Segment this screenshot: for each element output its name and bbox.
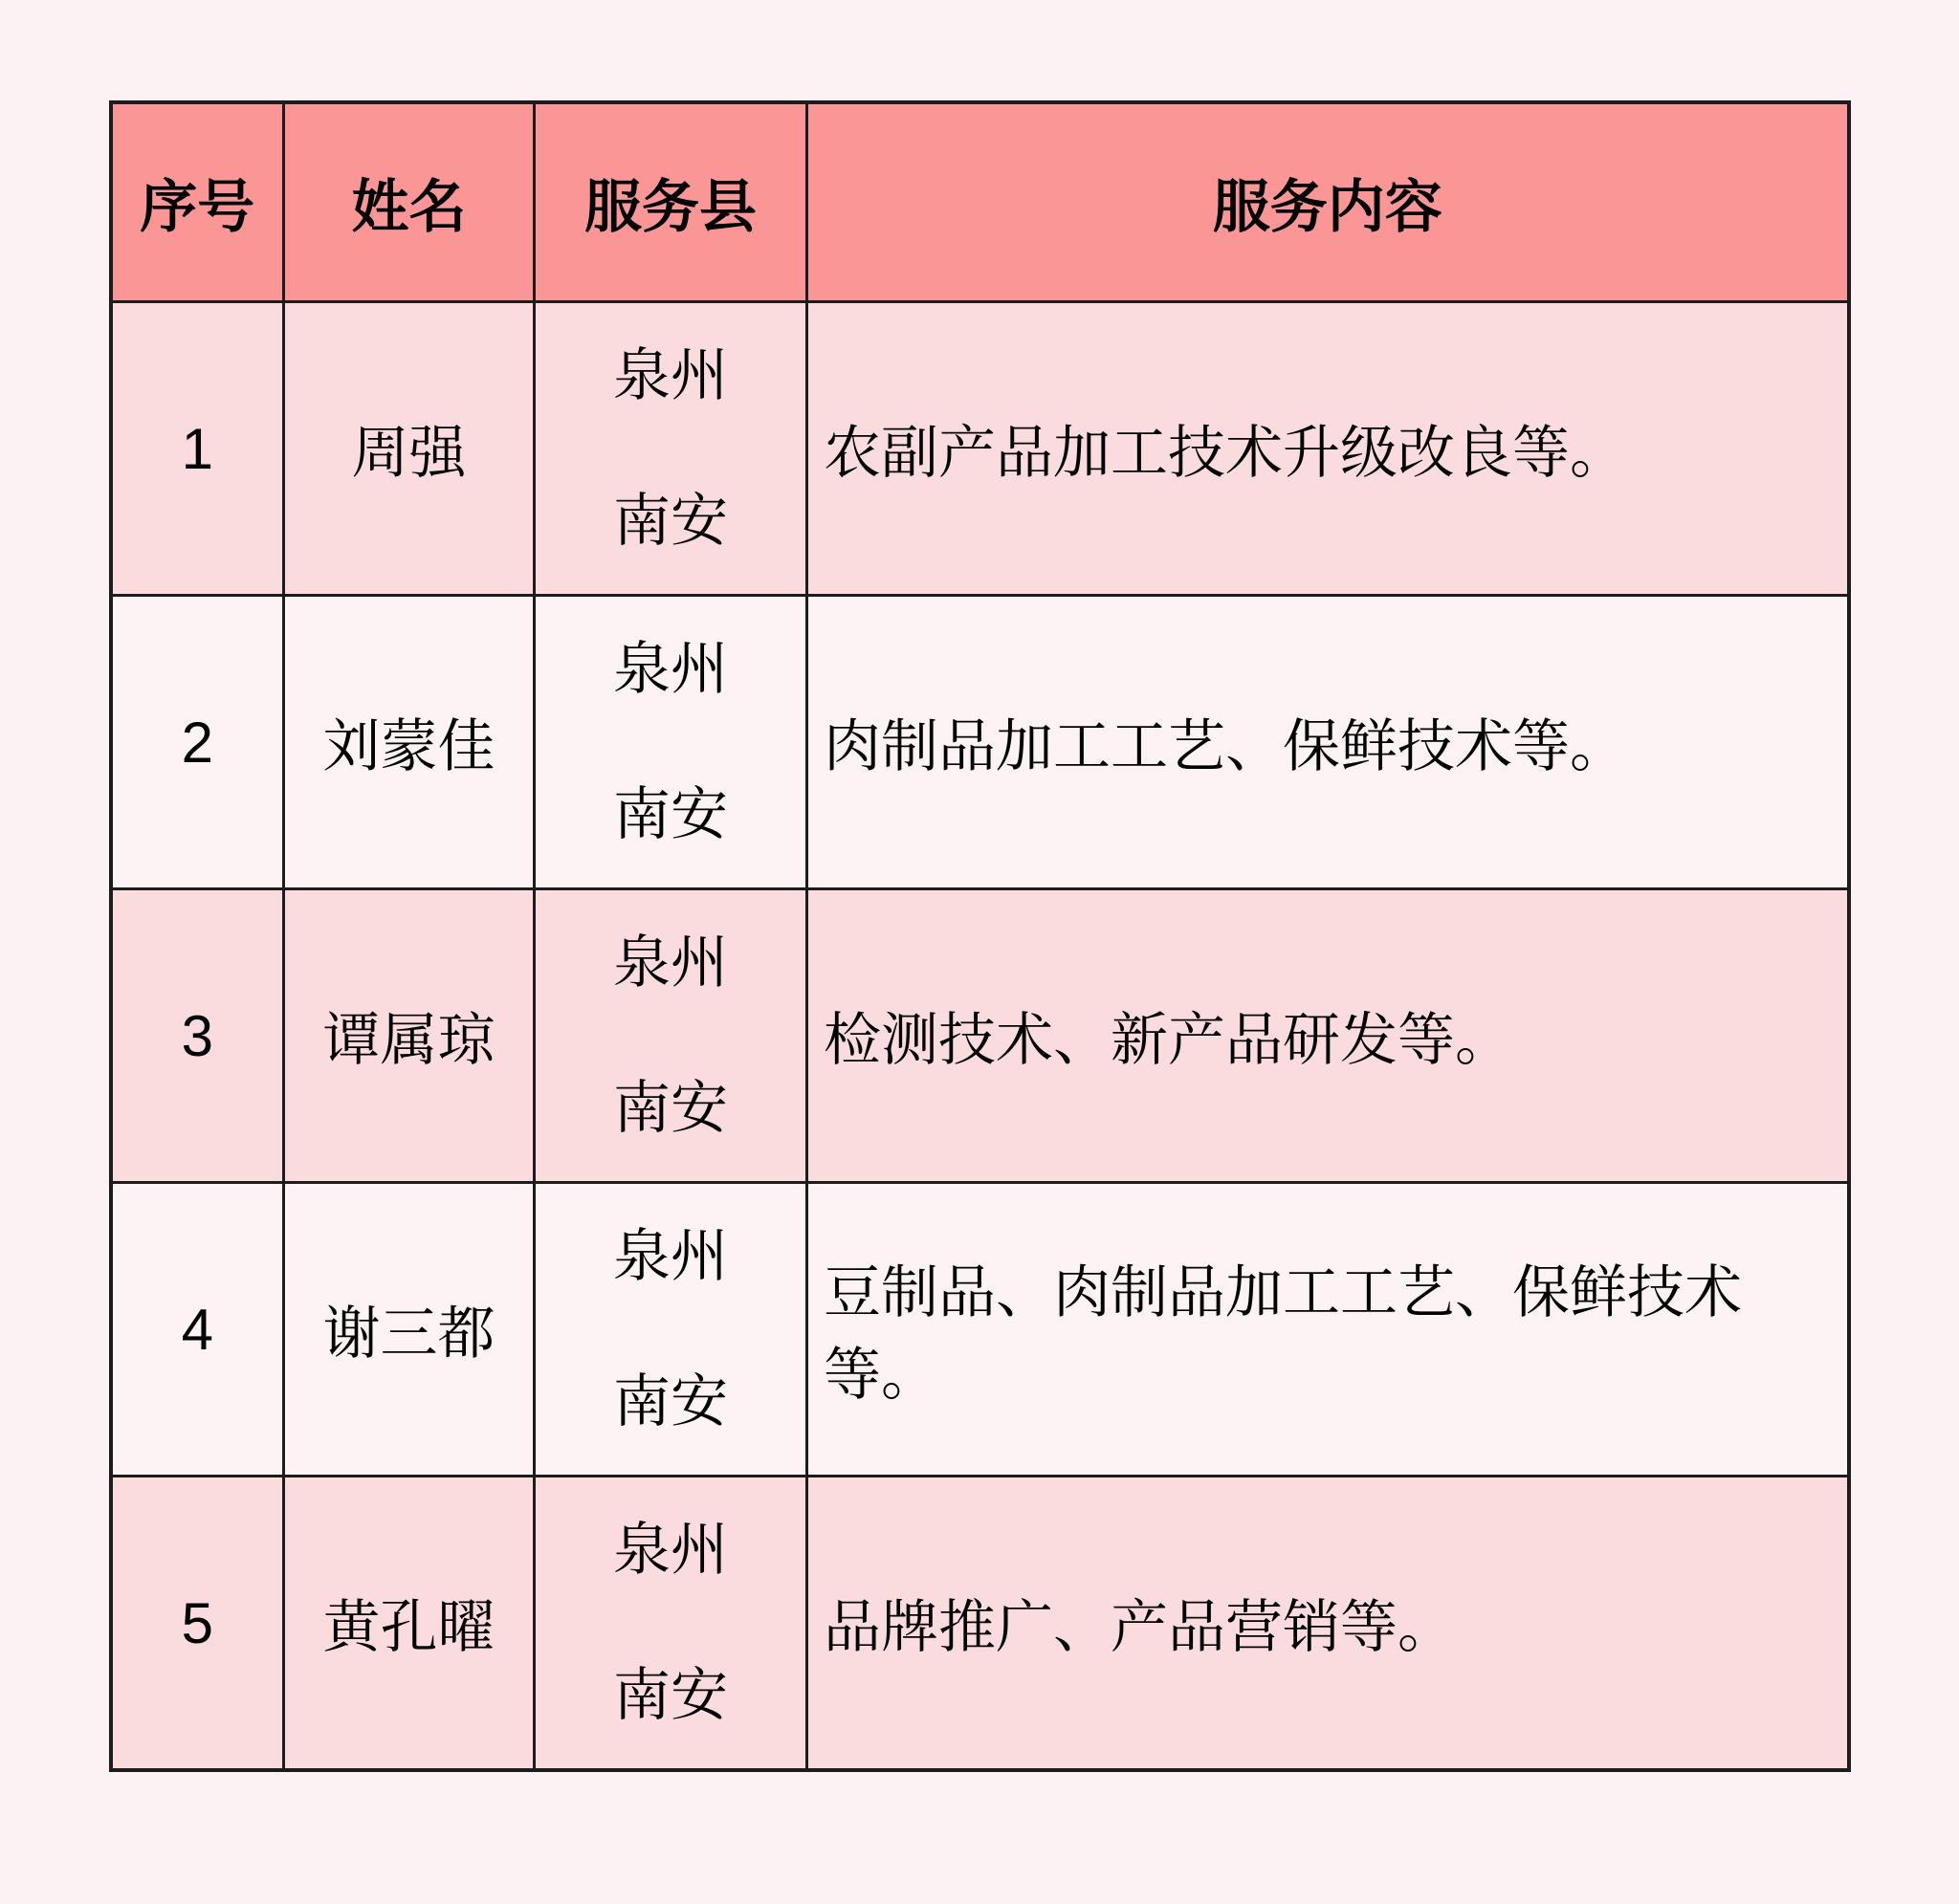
cell-index: 4 (111, 1183, 284, 1477)
table-row (111, 596, 1849, 889)
cell-name: 刘蒙佳 (284, 596, 535, 889)
county-line: 泉州 (613, 1518, 728, 1582)
table-row (111, 889, 1849, 1183)
cell-name: 谢三都 (284, 1183, 535, 1477)
cell-index: 1 (111, 302, 284, 596)
county-line: 南安 (613, 1369, 728, 1433)
table-row (111, 302, 1849, 596)
table-row (111, 1477, 1849, 1771)
county-line: 南安 (613, 782, 728, 846)
cell-content: 农副产品加工技术升级改良等。 (807, 302, 1849, 596)
cell-index: 2 (111, 596, 284, 889)
county-line: 泉州 (613, 1224, 728, 1288)
column-header-content: 服务内容 (807, 102, 1849, 302)
county-line: 泉州 (613, 343, 728, 407)
cell-index: 3 (111, 889, 284, 1183)
cell-name: 谭属琼 (284, 889, 535, 1183)
county-line: 南安 (613, 489, 728, 553)
column-header-county: 服务县 (535, 102, 807, 302)
county-line: 泉州 (613, 930, 728, 995)
county-line: 泉州 (613, 637, 728, 701)
header-row (111, 102, 1849, 302)
county-line: 南安 (613, 1076, 728, 1140)
cell-county (535, 302, 807, 596)
cell-content: 品牌推广、产品营销等。 (807, 1477, 1849, 1771)
cell-content: 肉制品加工工艺、保鲜技术等。 (807, 596, 1849, 889)
cell-county (535, 889, 807, 1183)
column-header-index: 序号 (111, 102, 284, 302)
column-header-name: 姓名 (284, 102, 535, 302)
cell-county (535, 1477, 807, 1771)
cell-name: 黄孔曜 (284, 1477, 535, 1771)
cell-index: 5 (111, 1477, 284, 1771)
county-line: 南安 (613, 1663, 728, 1727)
service-experts-table (109, 100, 1851, 1772)
cell-county (535, 1183, 807, 1477)
table-row (111, 1183, 1849, 1477)
cell-county (535, 596, 807, 889)
cell-name: 周强 (284, 302, 535, 596)
cell-content: 豆制品、肉制品加工工艺、保鲜技术等。 (807, 1183, 1849, 1477)
cell-content: 检测技术、新产品研发等。 (807, 889, 1849, 1183)
